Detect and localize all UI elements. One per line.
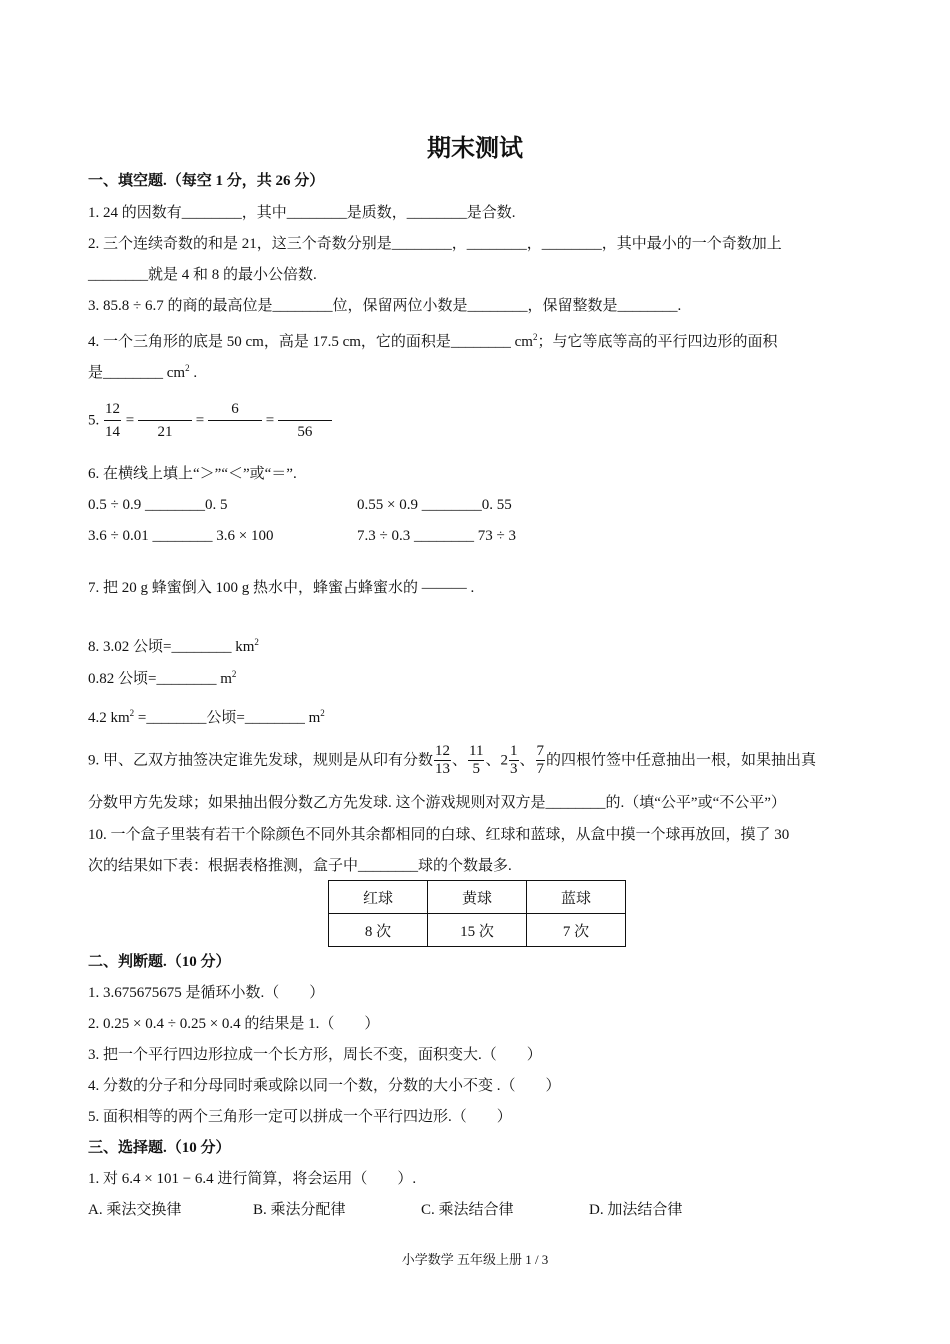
question-3: 3. 85.8 ÷ 6.7 的商的最高位是________位，保留两位小数是________，保留整数是________. [88, 298, 682, 314]
q4-text-b: ；与它等底等高的平行四边形的面积 [537, 334, 778, 350]
q9-f2-denominator: 5 [472, 761, 480, 778]
question-4-line-2 [88, 358, 197, 383]
table-header-red: 红球 [329, 881, 428, 914]
section-heading-fill-blank: 一、填空题.（每空 1 分，共 26 分） [88, 173, 325, 189]
option-c: C. 乘法结合律 [421, 1202, 514, 1218]
option-a: A. 乘法交换律 [88, 1202, 182, 1218]
q5-label: 5. [88, 412, 100, 429]
q9-f4-numerator: 7 [536, 743, 545, 760]
q6-row-2-right: 7.3 ÷ 0.3 ________ 73 ÷ 3 [357, 528, 516, 544]
option-b: B. 乘法分配律 [253, 1202, 346, 1218]
q9-sep-1: 、 [452, 752, 468, 769]
q9-f3-denominator: 3 [510, 761, 518, 778]
option-d: D. 加法结合律 [589, 1202, 683, 1218]
question-8-line-2 [88, 664, 236, 689]
q5-denominator-2: 21 [157, 424, 173, 440]
q6-row-1-right: 0.55 × 0.9 ________0. 55 [357, 497, 512, 513]
q9-f4-denominator: 7 [536, 761, 545, 778]
q6-row-2-left: 3.6 ÷ 0.01 ________ 3.6 × 100 [88, 528, 274, 544]
q8-sup-d: 2 [320, 708, 325, 718]
q5-equals-3: = [265, 412, 275, 429]
q5-numerator-2 [138, 398, 192, 421]
judge-question-4: 4. 分数的分子和分母同时乘或除以同一个数，分数的大小不变 .（ ） [88, 1078, 561, 1094]
judge-question-1: 1. 3.675675675 是循环小数.（ ） [88, 985, 325, 1001]
q9-fraction-1 [434, 743, 451, 778]
table-cell-blue: 7 次 [527, 914, 626, 947]
q5-numerator-3: 6 [208, 398, 262, 421]
question-10-line-2: 次的结果如下表：根据表格推测，盒子中________球的个数最多. [88, 858, 512, 874]
q5-denominator-4: 56 [297, 424, 313, 440]
q5-numerator-4 [278, 398, 332, 421]
q4-sup-a: 2 [532, 332, 538, 342]
q4-text-c: 是________ cm [88, 365, 186, 381]
section-heading-choice: 三、选择题.（10 分） [88, 1140, 231, 1156]
question-8-line-1 [88, 632, 259, 657]
q5-fraction-1 [104, 398, 121, 443]
q9-f1-numerator: 12 [435, 743, 451, 760]
q9-f3-numerator: 1 [510, 743, 518, 760]
table-row [329, 914, 626, 947]
judge-question-2: 2. 0.25 × 0.4 ÷ 0.25 × 0.4 的结果是 1.（ ） [88, 1016, 380, 1032]
q9-fraction-2 [468, 743, 484, 778]
question-6: 6. 在横线上填上“＞”“＜”或“＝”. [88, 466, 297, 482]
q8-sup-a: 2 [254, 637, 259, 647]
q9-f1-denominator: 13 [435, 761, 451, 778]
q9-fraction-3 [509, 743, 519, 778]
question-9-line-2: 分数甲方先发球；如果抽出假分数乙方先发球. 这个游戏规则对双方是________的.（填“公平”或“不公平”） [88, 795, 786, 811]
q9-fraction-4 [536, 743, 546, 778]
question-1: 1. 24 的因数有________，其中________是质数，________是合数. [88, 205, 516, 221]
q5-denominator-3 [208, 421, 262, 443]
question-4-line-1 [88, 327, 778, 352]
q8-text-b: 0.82 公顷=________ m [88, 671, 232, 687]
table-cell-red: 8 次 [329, 914, 428, 947]
question-8-line-3 [88, 703, 325, 728]
table-header-row [329, 881, 626, 914]
q5-equals-2: = [195, 412, 205, 429]
q5-fraction-3 [208, 398, 262, 443]
section-heading-judge: 二、判断题.（10 分） [88, 954, 231, 970]
q8-sup-c: 2 [129, 708, 135, 718]
q6-row-1-left: 0.5 ÷ 0.9 ________0. 5 [88, 497, 228, 513]
q5-fraction-4 [278, 398, 332, 443]
q5-numerator-1: 12 [104, 398, 121, 421]
q5-equals-1: = [125, 412, 135, 429]
question-10-line-1: 10. 一个盒子里装有若干个除颜色不同外其余都相同的白球、红球和蓝球，从盒中摸一个球再放回，摸了 30 [88, 827, 790, 843]
question-9-line-1 [88, 740, 816, 781]
q4-period: . [189, 365, 198, 381]
q9-f2-numerator: 11 [469, 743, 484, 760]
results-table [328, 880, 626, 947]
question-2-line-2: ________就是 4 和 8 的最小公倍数. [88, 267, 317, 283]
q9-sep-3: 、 [519, 752, 535, 769]
q4-text-a: 4. 一个三角形的底是 50 cm，高是 17.5 cm，它的面积是________ cm [88, 334, 533, 350]
table-header-blue: 蓝球 [527, 881, 626, 914]
q8-text-c2: =________公顷=________ m [134, 710, 321, 726]
q4-sup-b: 2 [185, 363, 190, 373]
table-cell-yellow: 15 次 [428, 914, 527, 947]
choice-question-1: 1. 对 6.4 × 101 − 6.4 进行简算，将会运用（ ）. [88, 1171, 417, 1187]
page-footer: 小学数学 五年级上册 1 / 3 [401, 1252, 549, 1267]
question-5 [88, 398, 332, 443]
q9-sep-2: 、 [485, 752, 501, 769]
q9-text-post: 的四根竹签中任意抽出一根，如果抽出真 [546, 752, 817, 769]
page-title: 期末测试 [427, 134, 523, 162]
question-2-line-1: 2. 三个连续奇数的和是 21，这三个奇数分别是________，________，________，其中最小的一个奇数加上 [88, 236, 782, 252]
q5-denominator-1: 14 [105, 424, 120, 440]
q8-text-a: 8. 3.02 公顷=________ km [88, 639, 255, 655]
q9-whole-part: 2 [500, 752, 508, 769]
q5-fraction-2 [138, 398, 192, 443]
q8-sup-b: 2 [231, 669, 237, 679]
question-7: 7. 把 20 g 蜂蜜倒入 100 g 热水中，蜂蜜占蜂蜜水的 ——— . [88, 580, 475, 596]
judge-question-5: 5. 面积相等的两个三角形一定可以拼成一个平行四边形.（ ） [88, 1109, 512, 1125]
q9-text-pre: 9. 甲、乙双方抽签决定谁先发球，规则是从印有分数 [88, 752, 434, 769]
q8-text-c1: 4.2 km [88, 710, 130, 726]
table-header-yellow: 黄球 [428, 881, 527, 914]
judge-question-3: 3. 把一个平行四边形拉成一个长方形，周长不变，面积变大.（ ） [88, 1047, 542, 1063]
